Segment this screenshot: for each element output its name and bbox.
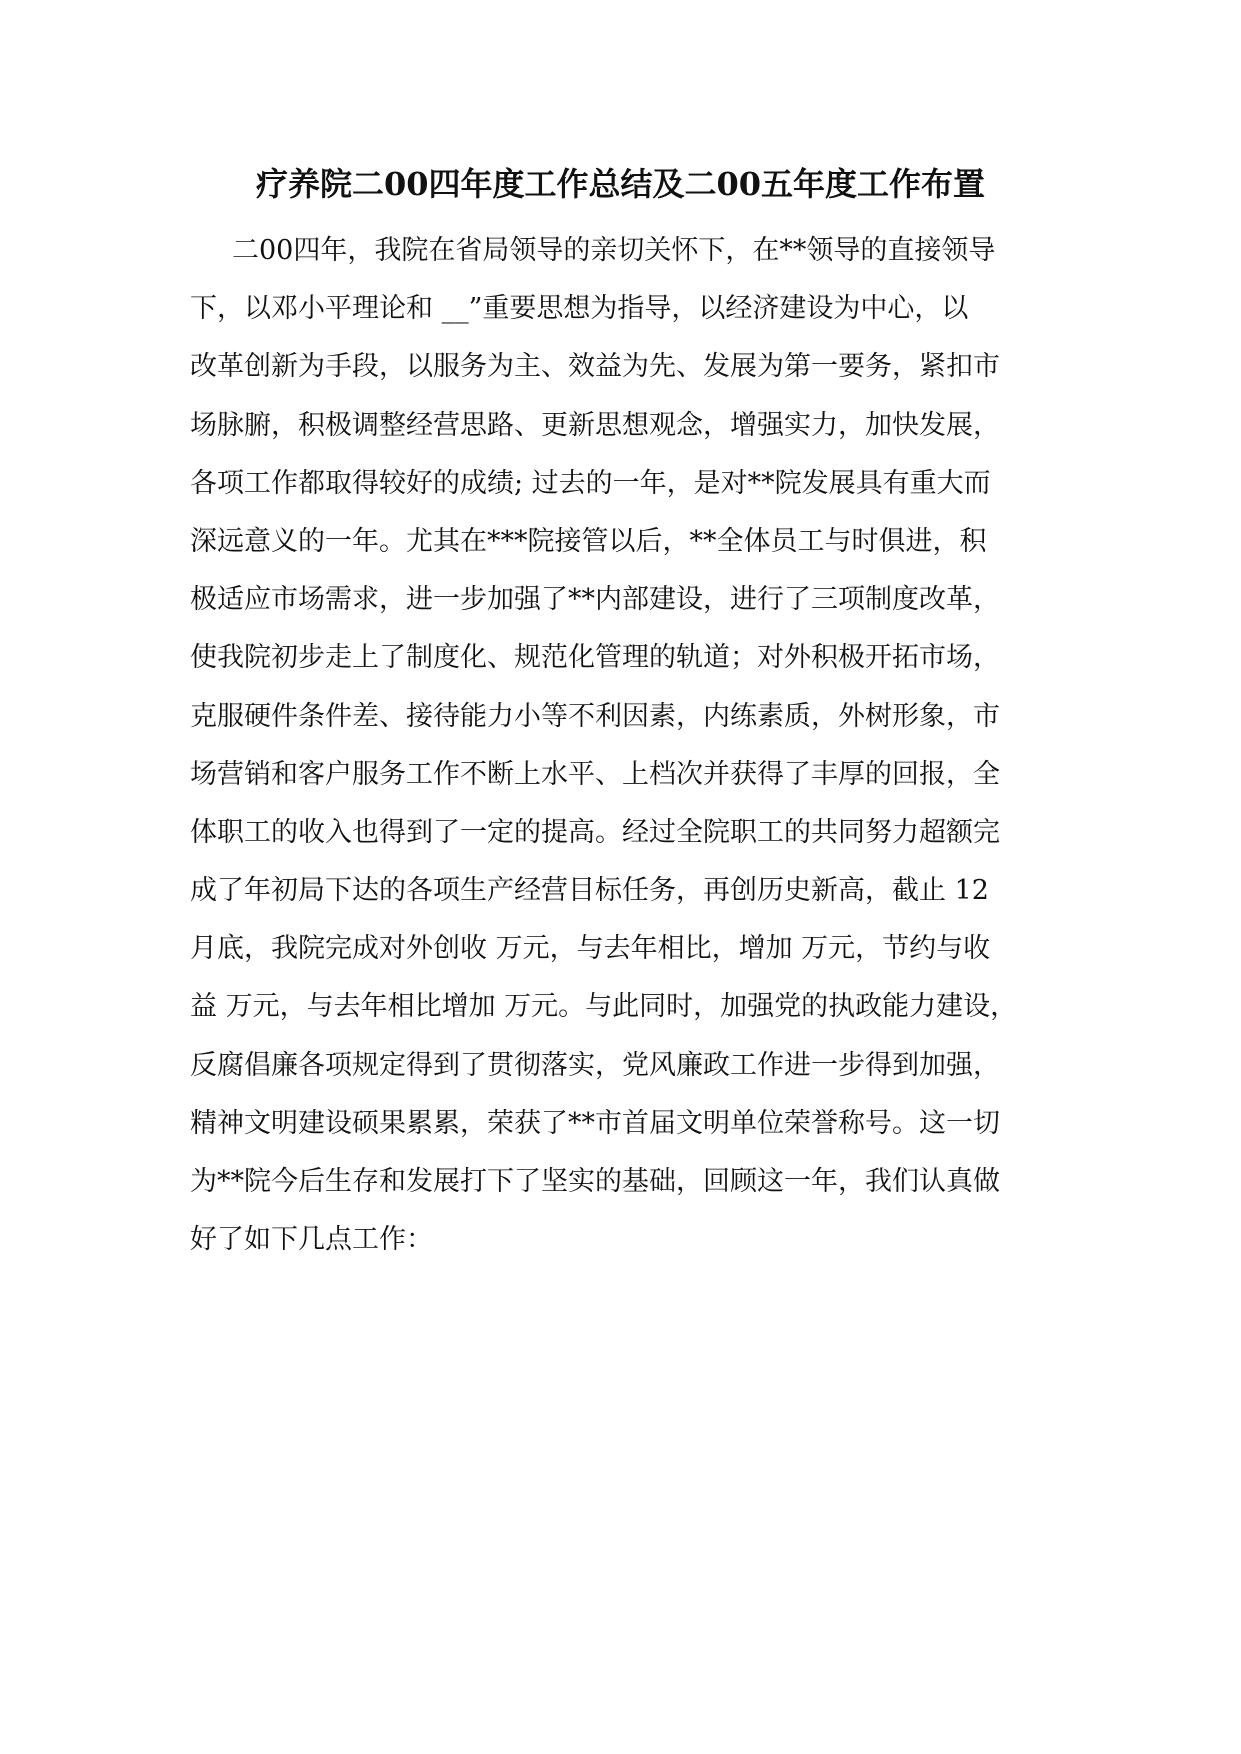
- paragraph-line: 成了年初局下达的各项生产经营目标任务，再创历史新高，截止 12: [190, 875, 989, 907]
- paragraph-line: 好了如下几点工作：: [190, 1224, 433, 1256]
- body-paragraph: [190, 222, 1070, 1269]
- paragraph-line: 反腐倡廉各项规定得到了贯彻落实，党风廉政工作进一步得到加强，: [190, 1049, 1000, 1081]
- paragraph-line: 使我院初步走上了制度化、规范化管理的轨道；对外积极开拓市场，: [190, 642, 1000, 674]
- paragraph-line: 为**院今后生存和发展打下了坚实的基础，回顾这一年，我们认真做: [190, 1166, 1000, 1197]
- paragraph-line: 体职工的收入也得到了一定的提高。经过全院职工的共同努力超额完: [190, 816, 1000, 848]
- paragraph-line: 益 万元，与去年相比增加 万元。与此同时，加强党的执政能力建设，: [190, 991, 1018, 1023]
- paragraph-line: 二00四年，我院在省局领导的亲切关怀下，在**领导的直接领导: [232, 235, 996, 266]
- paragraph-line: 月底，我院完成对外创收 万元，与去年相比，增加 万元，节约与收: [190, 933, 991, 965]
- paragraph-line: 深远意义的一年。尤其在***院接管以后，**全体员工与时俱进，积: [190, 525, 987, 557]
- paragraph-line: 场脉腑，积极调整经营思路、更新思想观念，增强实力，加快发展，: [190, 409, 1000, 441]
- paragraph-line: 下，以邓小平理论和 __”重要思想为指导，以经济建设为中心，以: [190, 293, 969, 325]
- paragraph-line: 改革创新为手段，以服务为主、效益为先、发展为第一要务，紧扣市: [190, 351, 1000, 383]
- document-title: 疗养院二00四年度工作总结及二00五年度工作布置: [255, 165, 986, 203]
- paragraph-line: 克服硬件条件差、接待能力小等不利因素，内练素质，外树形象，市: [190, 700, 1000, 732]
- paragraph-line: 场营销和客户服务工作不断上水平、上档次并获得了丰厚的回报，全: [190, 758, 1000, 790]
- paragraph-line: 极适应市场需求，进一步加强了**内部建设，进行了三项制度改革，: [190, 584, 1000, 616]
- paragraph-line: 精神文明建设硕果累累，荣获了**市首届文明单位荣誉称号。这一切: [190, 1107, 1000, 1139]
- paragraph-line: 各项工作都取得较好的成绩; 过去的一年，是对**院发展具有重大而: [190, 467, 991, 499]
